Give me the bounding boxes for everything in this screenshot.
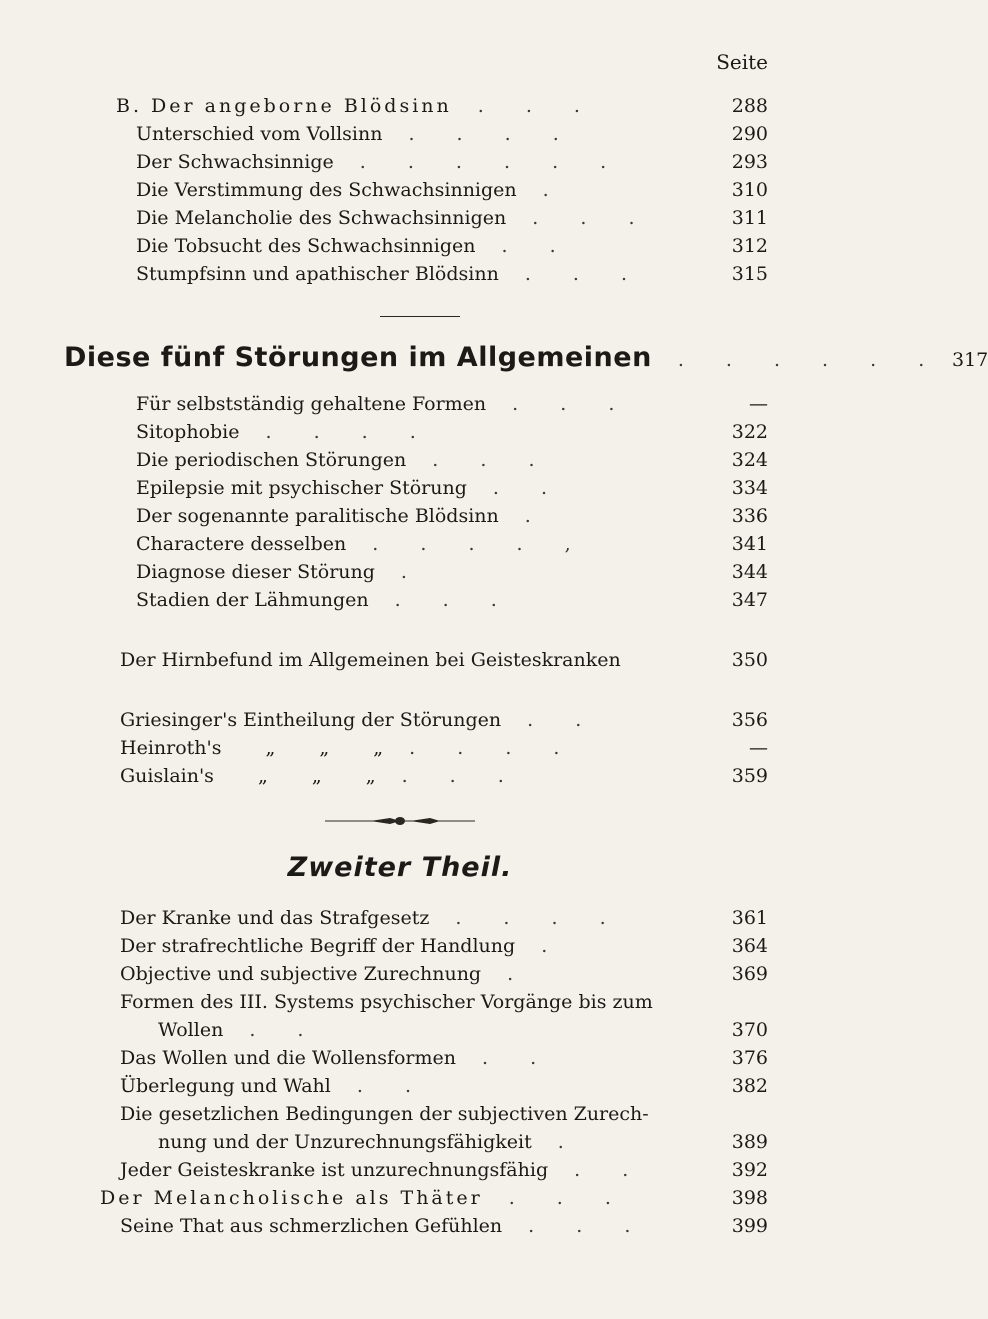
toc-entry-dots: .: [541, 935, 566, 957]
toc-entry: [158, 1130, 768, 1154]
toc-entry-label: Sitophobie: [136, 421, 240, 443]
toc-entry-page: —: [749, 737, 768, 759]
toc-entry-page: 312: [731, 235, 768, 257]
toc-entry: [136, 262, 768, 286]
toc-entry: [158, 1018, 768, 1042]
toc-entry-page: 317: [951, 349, 988, 371]
toc-entry-label: nung und der Unzurechnungsfähigkeit: [158, 1131, 532, 1153]
toc-section-heading: [64, 342, 988, 376]
toc-entry: [136, 448, 768, 472]
toc-entry-label: Überlegung und Wahl: [120, 1075, 331, 1097]
toc-entry-label: Das Wollen und die Wollensformen: [120, 1047, 457, 1069]
toc-entry-label: Der Schwachsinnige: [136, 151, 334, 173]
toc-entry: [136, 504, 768, 528]
toc-entry-label: Der Kranke und das Strafgesetz: [120, 907, 430, 929]
toc-entry-label: B. Der angeborne Blödsinn: [116, 95, 452, 117]
ornament-divider: [325, 815, 475, 827]
toc-entry-page: 356: [731, 709, 768, 731]
toc-entry-page: 315: [731, 263, 768, 285]
toc-entry-dots: . . .: [532, 207, 653, 229]
toc-entry: [120, 736, 768, 760]
toc-entry-label: Die Verstimmung des Schwachsinnigen: [136, 179, 517, 201]
toc-entry-dots: .: [557, 1131, 582, 1153]
toc-entry-label: Die gesetzlichen Bedingungen der subjectiven Zurech-: [120, 1103, 649, 1125]
toc-entry-label: Unterschied vom Vollsinn: [136, 123, 383, 145]
page-column-header: Seite: [716, 50, 768, 74]
toc-entry-label: Objective und subjective Zurechnung: [120, 963, 482, 985]
toc-entry-dots: .: [507, 963, 532, 985]
toc-entry-page: 370: [731, 1019, 768, 1041]
toc-entry-page: 324: [731, 449, 768, 471]
toc-entry-label: Stumpfsinn und apathischer Blödsinn: [136, 263, 499, 285]
toc-entry-label: Die periodischen Störungen: [136, 449, 407, 471]
toc-entry-label: Die Melancholie des Schwachsinnigen: [136, 207, 507, 229]
toc-entry-dots: . . .: [432, 449, 553, 471]
toc-entry-page: 364: [731, 935, 768, 957]
toc-entry-page: 293: [731, 151, 768, 173]
toc-entry-label: Stadien der Lähmungen: [136, 589, 369, 611]
toc-entry-page: 389: [731, 1131, 768, 1153]
toc-entry: [136, 588, 768, 612]
toc-entry-page: 376: [731, 1047, 768, 1069]
toc-entry-page: 398: [731, 1187, 768, 1209]
toc-entry-label: Der Hirnbefund im Allgemeinen bei Geisteskranken: [120, 649, 621, 671]
toc-entry-dots: . . .: [477, 95, 598, 117]
toc-entry: [120, 934, 768, 958]
toc-entry-dots: . .: [356, 1075, 429, 1097]
toc-entry-dots: . . . .: [408, 123, 577, 145]
toc-entry-dots: . . .: [528, 1215, 649, 1237]
toc-entry: [120, 906, 768, 930]
toc-entry: [136, 122, 768, 146]
toc-entry-dots: . . . . ,: [372, 533, 589, 555]
toc-entry-label: Jeder Geisteskranke ist unzurechnungsfähig: [120, 1159, 549, 1181]
toc-entry-page: 361: [731, 907, 768, 929]
toc-entry-page: 341: [731, 533, 768, 555]
toc-entry: [120, 1046, 768, 1070]
toc-entry-dots: .: [524, 505, 549, 527]
toc-entry-label: Die Tobsucht des Schwachsinnigen: [136, 235, 476, 257]
toc-entry-page: 350: [731, 649, 768, 671]
toc-entry-page: —: [749, 393, 768, 415]
toc-entry-page: 310: [731, 179, 768, 201]
toc-entry-dots: .: [542, 179, 567, 201]
part-heading: Zweiter Theil.: [287, 852, 513, 883]
toc-entry-page: 392: [731, 1159, 768, 1181]
toc-entry-page: 344: [731, 561, 768, 583]
toc-entry-dots: . . .: [524, 263, 646, 285]
toc-entry: [100, 1186, 768, 1210]
toc-entry-dots: . . .: [512, 393, 633, 415]
toc-entry-dots: . . .: [394, 589, 515, 611]
toc-entry-label: Formen des III. Systems psychischer Vorgänge bis zum: [120, 991, 653, 1013]
toc-entry-dots: . .: [249, 1019, 322, 1041]
toc-entry-page: 382: [731, 1075, 768, 1097]
toc-entry: [120, 708, 768, 732]
toc-entry-page: 359: [731, 765, 768, 787]
toc-entry-label: Guislain's „ „ „: [120, 765, 376, 787]
toc-entry-label: Wollen: [158, 1019, 224, 1041]
toc-entry: [120, 1074, 768, 1098]
toc-entry: [136, 392, 768, 416]
toc-entry: [136, 476, 768, 500]
toc-entry-dots: . .: [527, 709, 600, 731]
toc-entry-label: Seine That aus schmerzlichen Gefühlen: [120, 1215, 503, 1237]
toc-entry: [120, 990, 768, 1014]
toc-entry-page: 290: [731, 123, 768, 145]
toc-entry-dots: . . .: [508, 1187, 629, 1209]
toc-entry-page: 347: [731, 589, 768, 611]
toc-entry-label: Der Melancholische als Thäter: [100, 1187, 483, 1209]
toc-entry: [136, 532, 768, 556]
toc-entry-dots: . . . .: [409, 737, 578, 759]
toc-entry-dots: . . . .: [265, 421, 434, 443]
toc-entry-dots: . .: [492, 477, 566, 499]
toc-entry: [120, 1214, 768, 1238]
toc-entry-label: Griesinger's Eintheilung der Störungen: [120, 709, 502, 731]
toc-entry-label: Der strafrechtliche Begriff der Handlung: [120, 935, 516, 957]
toc-entry: [136, 206, 768, 230]
toc-entry-label: Diese fünf Störungen im Allgemeinen: [64, 342, 652, 373]
toc-entry: [136, 234, 768, 258]
toc-entry-dots: . . .: [401, 765, 522, 787]
toc-entry-label: Für selbstständig gehaltene Formen: [136, 393, 487, 415]
toc-entry-dots: . . . . . .: [359, 151, 625, 173]
section-divider: [380, 316, 460, 317]
toc-entry-page: 399: [731, 1215, 768, 1237]
toc-entry-label: Der sogenannte paralitische Blödsinn: [136, 505, 499, 527]
toc-entry: [136, 150, 768, 174]
toc-entry-page: 288: [731, 95, 768, 117]
toc-entry-page: 311: [731, 207, 768, 229]
toc-entry-page: 336: [731, 505, 768, 527]
toc-entry: [120, 764, 768, 788]
toc-entry: [136, 178, 768, 202]
toc-entry-label: Diagnose dieser Störung: [136, 561, 375, 583]
toc-entry-page: 369: [731, 963, 768, 985]
toc-entry: [136, 420, 768, 444]
toc-entry: [116, 94, 768, 118]
toc-entry-label: Characterе desselben: [136, 533, 347, 555]
toc-entry-dots: . .: [482, 1047, 555, 1069]
toc-entry-page: 322: [731, 421, 768, 443]
toc-entry: [120, 648, 768, 672]
toc-entry-dots: . . . .: [455, 907, 624, 929]
toc-entry: [120, 962, 768, 986]
toc-entry-dots: .: [400, 561, 425, 583]
toc-entry-label: Heinroth's „ „ „: [120, 737, 384, 759]
toc-entry-dots: . .: [501, 235, 574, 257]
toc-entry-dots: . . . . . .: [677, 349, 943, 371]
toc-entry: [136, 560, 768, 584]
toc-entry-label: Epilepsie mit psychischer Störung: [136, 477, 467, 499]
toc-entry-dots: . .: [574, 1159, 647, 1181]
toc-entry: [120, 1158, 768, 1182]
toc-entry: [120, 1102, 768, 1126]
toc-entry-page: 334: [731, 477, 768, 499]
